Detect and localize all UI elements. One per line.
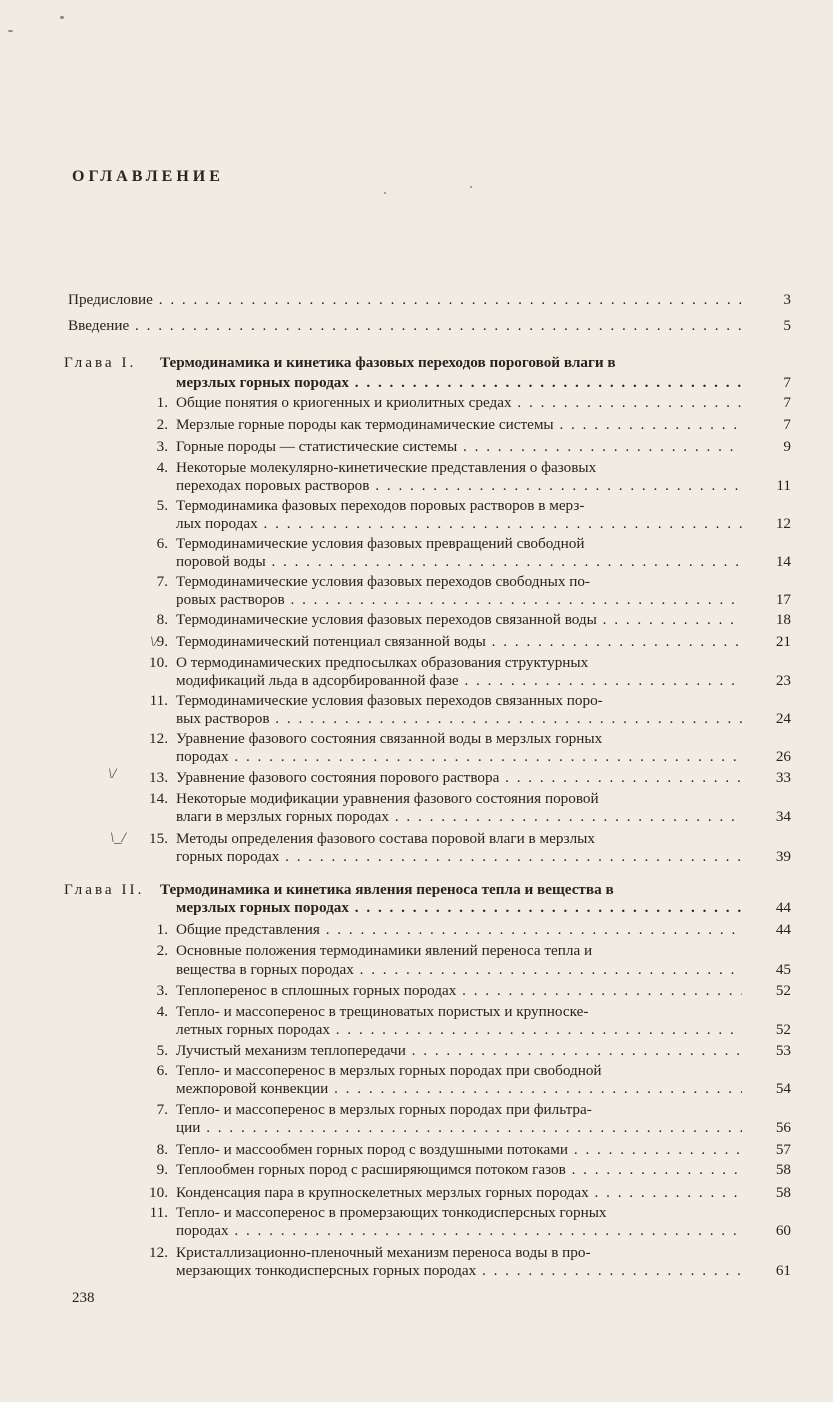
toc-line: [0, 960, 833, 980]
toc-line: [0, 880, 833, 900]
toc-entry-title: Тепло- и массоперенос в промерзающих тонкодисперсных горных: [176, 1204, 607, 1221]
toc-page-number: 34: [775, 808, 791, 825]
section-number: 9.: [156, 1161, 168, 1178]
section-number: 4.: [156, 459, 168, 476]
toc-page-number: 39: [775, 848, 791, 865]
toc-line: [0, 590, 833, 610]
toc-entry-title: Термодинамические условия фазовых переходов свободных по-: [176, 573, 590, 590]
section-number: 14.: [149, 790, 168, 807]
toc-line: [0, 373, 833, 393]
page-heading: ОГЛАВЛЕНИЕ: [72, 168, 224, 185]
section-number: 12.: [149, 1244, 168, 1261]
toc-line: [0, 1002, 833, 1022]
toc-page-number: 33: [775, 769, 791, 786]
toc-line: [0, 941, 833, 961]
section-number: 10.: [149, 654, 168, 671]
toc-entry-title: переходах поровых растворов . . .: [176, 476, 742, 496]
toc-entry-title: Кристаллизационно-пленочный механизм переноса воды в про-: [176, 1244, 591, 1261]
chapter-title: Термодинамика и кинетика явления переноса тепла и вещества в: [160, 881, 614, 898]
toc-entry-title: Теплоперенос в сплошных горных породах . . .: [176, 981, 742, 1001]
paper-speck: [60, 16, 64, 19]
toc-line: [0, 1061, 833, 1081]
section-number: 13.: [149, 769, 168, 786]
toc-entry-title: Тепло- и массоперенос в трещиноватых пористых и крупноске-: [176, 1003, 589, 1020]
paper-speck: [8, 30, 13, 32]
toc-page-number: 52: [775, 1021, 791, 1038]
toc-line: [0, 1140, 833, 1160]
chapter-label: Глава II.: [64, 881, 145, 898]
section-number: 2.: [156, 942, 168, 959]
toc-page-number: 24: [775, 710, 791, 727]
toc-entry-title: Лучистый механизм теплопередачи . . .: [176, 1041, 742, 1061]
toc-entry-title: межпоровой конвекции . . .: [176, 1079, 742, 1099]
toc-entry-title: Введение . . .: [68, 316, 742, 336]
section-number: 3.: [156, 438, 168, 455]
toc-entry-title: Термодинамические условия фазовых переходов связанных поро-: [176, 692, 603, 709]
toc-entry-title: Термодинамика фазовых переходов поровых растворов в мерз-: [176, 497, 585, 514]
toc-entry-title: Уравнение фазового состояния порового раствора . . .: [176, 768, 742, 788]
toc-page-number: 11: [776, 477, 791, 494]
section-number: 9.: [156, 633, 168, 650]
handwritten-check-mark: \/: [150, 634, 159, 650]
toc-page-number: 58: [775, 1184, 791, 1201]
handwritten-check-mark: \_/: [110, 830, 126, 846]
toc-line: [0, 534, 833, 554]
toc-entry-title: породах . . .: [176, 1221, 742, 1241]
toc-line: [0, 290, 833, 310]
section-number: 3.: [156, 982, 168, 999]
toc-line: [0, 476, 833, 496]
toc-line: [0, 610, 833, 630]
toc-entry-title: поровой воды . . .: [176, 552, 742, 572]
toc-page-number: 12: [775, 515, 791, 532]
chapter-title: Термодинамика и кинетика фазовых переходов пороговой влаги в: [160, 354, 616, 371]
toc-line: [0, 572, 833, 592]
toc-page-number: 56: [775, 1119, 791, 1136]
toc-line: [0, 393, 833, 413]
toc-entry-title: ции . . .: [176, 1118, 742, 1138]
toc-page-number: 7: [783, 374, 791, 391]
toc-line: [0, 437, 833, 457]
toc-entry-title: Уравнение фазового состояния связанной воды в мерзлых горных: [176, 730, 603, 747]
toc-page-number: 21: [775, 633, 791, 650]
toc-line: [0, 1118, 833, 1138]
toc-page-number: 5: [783, 317, 791, 334]
toc-line: [0, 632, 833, 652]
section-number: 1.: [156, 394, 168, 411]
toc-line: [0, 1183, 833, 1203]
toc-line: [0, 807, 833, 827]
chapter-title: мерзлых горных породах . . .: [176, 898, 742, 918]
toc-line: [0, 316, 833, 336]
toc-line: [0, 981, 833, 1001]
toc-line: [0, 768, 833, 788]
section-number: 6.: [156, 1062, 168, 1079]
toc-page-number: 3: [783, 291, 791, 308]
toc-page-number: 57: [775, 1141, 791, 1158]
toc-entry-title: породах . . .: [176, 747, 742, 767]
toc-entry-title: О термодинамических предпосылках образования структурных: [176, 654, 589, 671]
toc-line: [0, 1221, 833, 1241]
toc-entry-title: Термодинамический потенциал связанной воды . . .: [176, 632, 742, 652]
toc-entry-title: вых растворов . . .: [176, 709, 742, 729]
toc-page-number: 54: [775, 1080, 791, 1097]
paper-speck: [470, 186, 472, 188]
toc-entry-title: влаги в мерзлых горных породах . . .: [176, 807, 742, 827]
toc-entry-title: вещества в горных породах . . .: [176, 960, 742, 980]
toc-line: [0, 1079, 833, 1099]
toc-line: [0, 709, 833, 729]
handwritten-check-mark: \/: [108, 766, 117, 782]
toc-page-number: 45: [775, 961, 791, 978]
toc-entry-title: Теплообмен горных пород с расширяющимся потоком газов . . .: [176, 1160, 742, 1180]
section-number: 11.: [149, 1204, 168, 1221]
toc-entry-title: Некоторые модификации уравнения фазового состояния поровой: [176, 790, 599, 807]
toc-line: [0, 671, 833, 691]
toc-page-number: 9: [783, 438, 791, 455]
toc-entry-title: летных горных породах . . .: [176, 1020, 742, 1040]
toc-line: [0, 415, 833, 435]
toc-page-number: 52: [775, 982, 791, 999]
section-number: 11.: [149, 692, 168, 709]
toc-line: [0, 691, 833, 711]
toc-page-number: 14: [775, 553, 791, 570]
toc-page-number: 58: [775, 1161, 791, 1178]
section-number: 15.: [149, 830, 168, 847]
toc-line: [0, 1020, 833, 1040]
toc-entry-title: Общие представления . . .: [176, 920, 742, 940]
toc-page-number: 23: [775, 672, 791, 689]
section-number: 8.: [156, 1141, 168, 1158]
toc-line: [0, 496, 833, 516]
toc-entry-title: мерзающих тонкодисперсных горных породах . . .: [176, 1261, 742, 1281]
toc-entry-title: Термодинамические условия фазовых переходов связанной воды . . .: [176, 610, 742, 630]
toc-entry-title: Тепло- и массоперенос в мерзлых горных породах при фильтра-: [176, 1101, 592, 1118]
toc-page-number: 44: [775, 921, 791, 938]
toc-line: [0, 552, 833, 572]
section-number: 10.: [149, 1184, 168, 1201]
toc-line: [0, 789, 833, 809]
toc-entry-title: Мерзлые горные породы как термодинамические системы . . .: [176, 415, 742, 435]
toc-entry-title: Конденсация пара в крупноскелетных мерзлых горных породах . . .: [176, 1183, 742, 1203]
toc-line: [0, 1243, 833, 1263]
section-number: 2.: [156, 416, 168, 433]
toc-entry-title: Методы определения фазового состава поровой влаги в мерзлых: [176, 830, 595, 847]
chapter-title: мерзлых горных породах . . .: [176, 373, 742, 393]
chapter-label: Глава I.: [64, 354, 137, 371]
toc-line: [0, 1261, 833, 1281]
toc-entry-title: Горные породы — статистические системы . . .: [176, 437, 742, 457]
toc-entry-title: Термодинамические условия фазовых превращений свободной: [176, 535, 585, 552]
toc-page-number: 18: [775, 611, 791, 628]
toc-line: [0, 458, 833, 478]
section-number: 5.: [156, 497, 168, 514]
toc-entry-title: Предисловие . . .: [68, 290, 742, 310]
section-number: 4.: [156, 1003, 168, 1020]
toc-line: [0, 1203, 833, 1223]
toc-entry-title: горных породах . . .: [176, 847, 742, 867]
section-number: 1.: [156, 921, 168, 938]
section-number: 7.: [156, 573, 168, 590]
section-number: 5.: [156, 1042, 168, 1059]
toc-line: [0, 898, 833, 918]
toc-entry-title: Основные положения термодинамики явлений переноса тепла и: [176, 942, 593, 959]
toc-entry-title: Некоторые молекулярно-кинетические представления о фазовых: [176, 459, 597, 476]
toc-line: [0, 1160, 833, 1180]
toc-page-number: 7: [783, 416, 791, 433]
toc-line: [0, 729, 833, 749]
toc-page-number: 53: [775, 1042, 791, 1059]
toc-page-number: 44: [775, 899, 791, 916]
section-number: 8.: [156, 611, 168, 628]
toc-line: [0, 1041, 833, 1061]
toc-page-number: 60: [775, 1222, 791, 1239]
toc-entry-title: ровых растворов . . .: [176, 590, 742, 610]
toc-entry-title: Общие понятия о криогенных и криолитных средах . . .: [176, 393, 742, 413]
toc-line: [0, 1100, 833, 1120]
page-number: 238: [72, 1290, 95, 1306]
section-number: 6.: [156, 535, 168, 552]
toc-page-number: 7: [783, 394, 791, 411]
toc-entry-title: лых породах . . .: [176, 514, 742, 534]
toc-entry-title: модификаций льда в адсорбированной фазе . . .: [176, 671, 742, 691]
toc-line: [0, 847, 833, 867]
toc-page-number: 26: [775, 748, 791, 765]
section-number: 12.: [149, 730, 168, 747]
toc-entry-title: Тепло- и массообмен горных пород с воздушными потоками . . .: [176, 1140, 742, 1160]
toc-entry-title: Тепло- и массоперенос в мерзлых горных породах при свободной: [176, 1062, 602, 1079]
toc-line: [0, 353, 833, 373]
toc-page-number: 17: [775, 591, 791, 608]
section-number: 7.: [156, 1101, 168, 1118]
toc-line: [0, 920, 833, 940]
toc-page-number: 61: [775, 1262, 791, 1279]
toc-line: [0, 747, 833, 767]
toc-line: [0, 653, 833, 673]
paper-speck: [384, 192, 386, 194]
toc-line: [0, 514, 833, 534]
